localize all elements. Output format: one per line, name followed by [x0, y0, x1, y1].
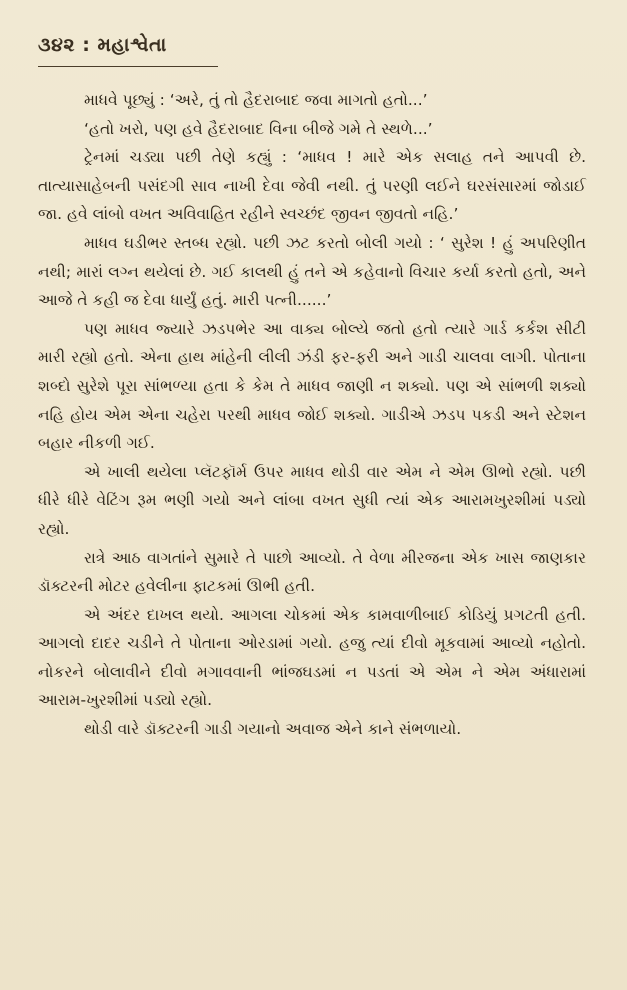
paragraph: ‘હતો ખરો, પણ હવે હૈદરાબાદ વિના બીજે ગમે તે સ્થળે...’ — [84, 119, 433, 138]
page-number: ૩૪૨ — [38, 34, 76, 56]
paragraph: માધવે પૂછ્યું : ‘અરે, તું તો હૈદરાબાદ જવા માગતો હતો...’ — [84, 91, 428, 109]
paragraph: એ અંદર દાખલ થયો. આગલા ચોકમાં એક કામવાળીબાઈ કોડિયું પ્રગટતી હતી. આગલો દાદર ચડીને તે પોતાના ઓરડામાં ગયો. હજુ ત્યાં દીવો મૂકવામાં આવ્યો નહોતો. નોકરને બોલાવીને દીવો મગાવવાની ભાંજઘડમાં ન પડતાં એ એમ ને એમ અંધારામાં આરામ-ખુરશીમાં પડ્યો રહ્યો. — [38, 605, 586, 710]
paragraph: થોડી વારે ડૉક્ટરની ગાડી ગયાનો અવાજ એને કાને સંભળાયો. — [84, 720, 462, 739]
page-body — [38, 86, 586, 744]
running-header — [38, 34, 167, 56]
paragraph: રાત્રે આઠ વાગતાંને સુમારે તે પાછો આવ્યો. તે વેળા મીરજના એક ખાસ જાણકાર ડૉક્ટરની મોટર હવેલીના ફાટકમાં ઊભી હતી. — [38, 548, 586, 596]
header-separator: : — [82, 34, 91, 56]
header-underline — [38, 66, 218, 67]
paragraph: ટ્રેનમાં ચડ્યા પછી તેણે કહ્યું : ‘માધવ ! મારે એક સલાહ તને આપવી છે. તાત્યાસાહેબની પસંદગી સાવ નાખી દેવા જેવી નથી. તું પરણી લઈને ઘરસંસારમાં જોડાઈ જા. હવે લાંબો વખત અવિવાહિત રહીને સ્વચ્છંદ જીવન જીવતો નહિ.’ — [38, 148, 586, 224]
paragraph: માધવ ઘડીભર સ્તબ્ધ રહ્યો. પછી ઝટ કરતો બોલી ગયો : ‘ સુરેશ ! હું અપરિણીત નથી; મારાં લગ્ન થયેલાં છે. ગઈ કાલથી હું તને એ કહેવાનો વિચાર કર્યા કરતો હતો, અને આજે તે કહી જ દેવા ધાર્યું હતું. મારી પત્ની......’ — [38, 233, 586, 310]
paragraph: એ ખાલી થયેલા પ્લૅટફૉર્મ ઉપર માધવ થોડી વાર એમ ને એમ ઊભો રહ્યો. પછી ધીરે ધીરે વેટિંગ રૂમ ભણી ગયો અને લાંબા વખત સુધી ત્યાં એક આરામખુરશીમાં પડ્યો રહ્યો. — [38, 462, 586, 538]
book-title: મહાશ્વેતા — [97, 34, 167, 56]
paragraph: પણ માધવ જ્યારે ઝડપભેર આ વાક્ય બોલ્યે જતો હતો ત્યારે ગાર્ડ કર્કશ સીટી મારી રહ્યો હતો. એના હાથ માંહેની લીલી ઝંડી ફર-ફરી અને ગાડી ચાલવા લાગી. પોતાના શબ્દો સુરેશે પૂરા સાંભળ્યા હતા કે કેમ તે માધવ જાણી ન શક્યો. પણ એ સાંભળી શક્યો નહિ હોય એમ એના ચહેરા પરથી માધવ જોઈ શક્યો. ગાડીએ ઝડપ પકડી અને સ્ટેશન બહાર નીકળી ગઈ. — [38, 319, 586, 453]
